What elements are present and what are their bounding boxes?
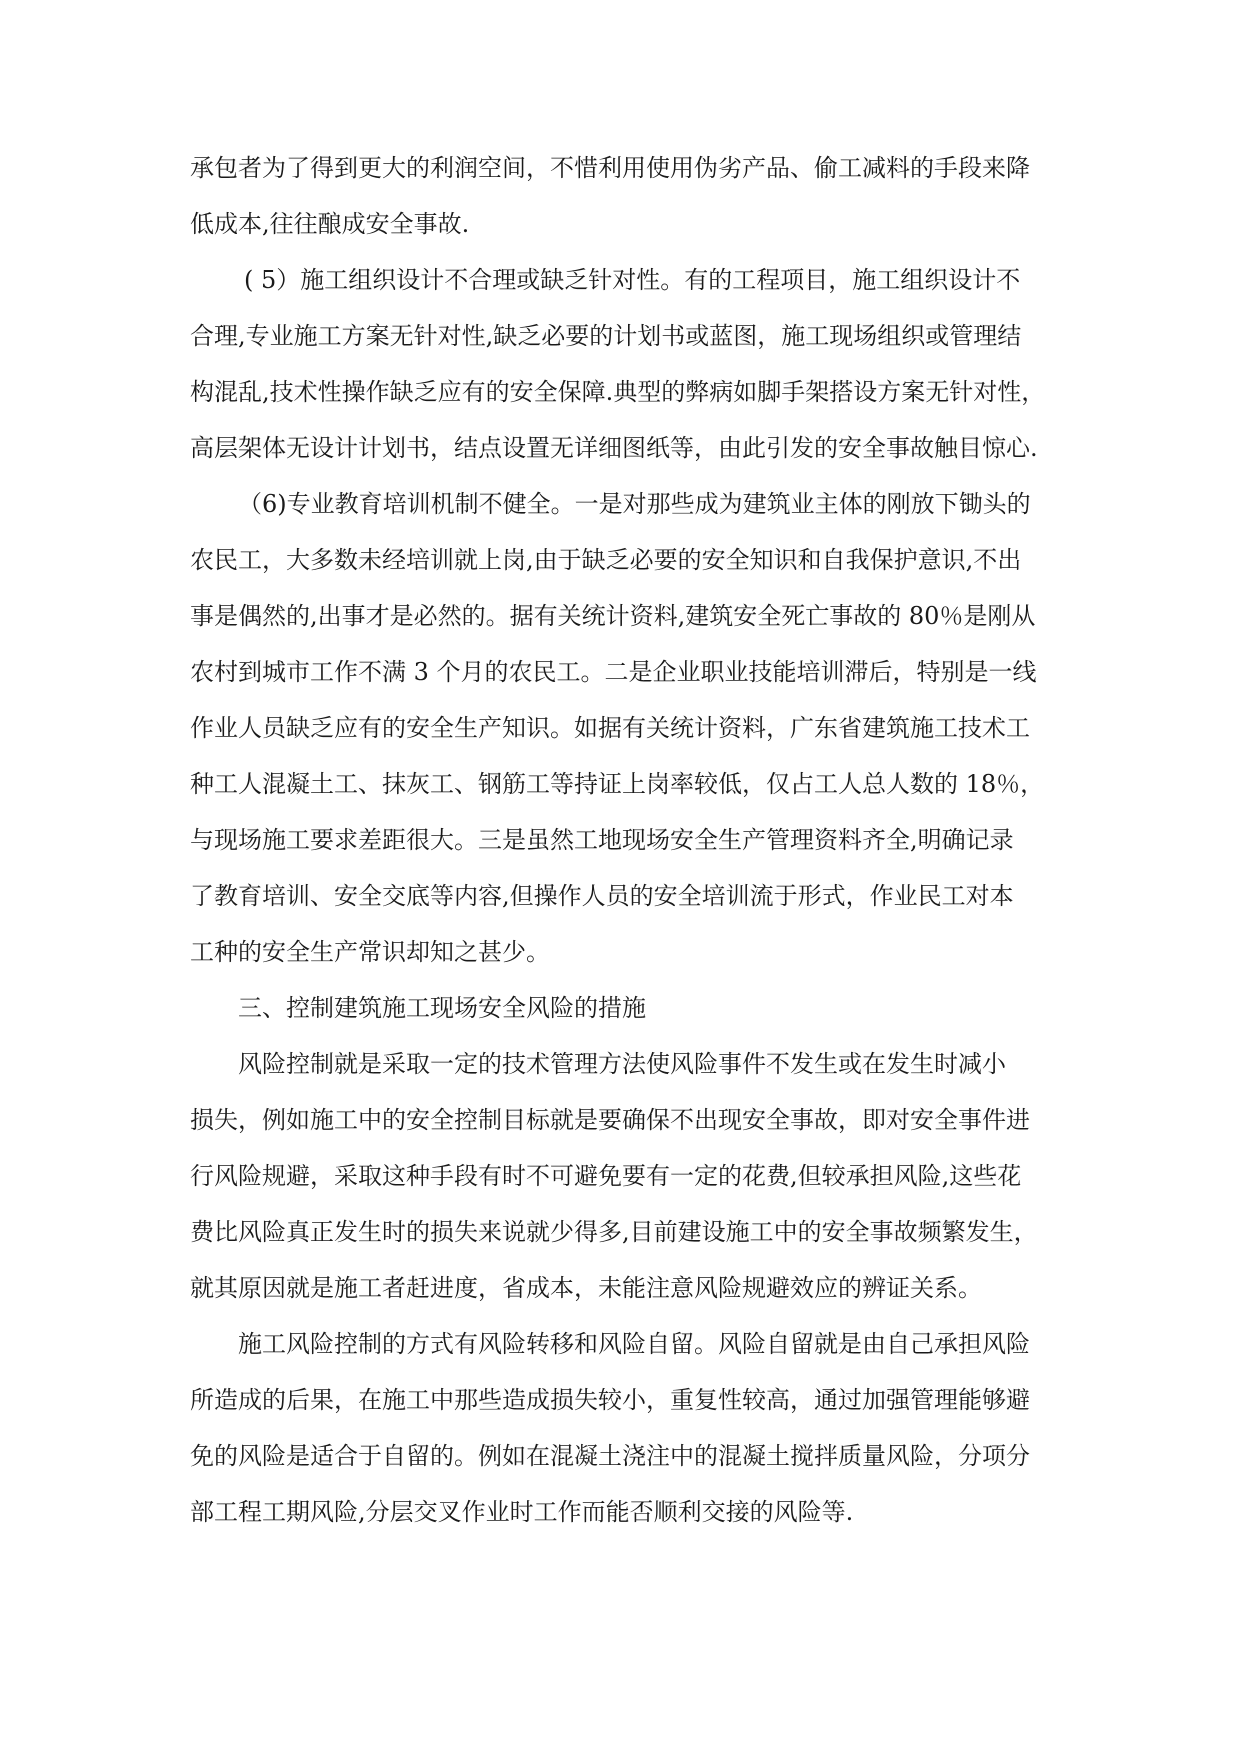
- text-line: 行风险规避，采取这种手段有时不可避免要有一定的花费,但较承担风险,这些花: [190, 1162, 1022, 1190]
- text-line: 作业人员缺乏应有的安全生产知识。如据有关统计资料，广东省建筑施工技术工: [190, 714, 1030, 742]
- text-line: （6)专业教育培训机制不健全。一是对那些成为建筑业主体的刚放下锄头的: [238, 490, 1031, 518]
- text-line: 农民工，大多数未经培训就上岗,由于缺乏必要的安全知识和自我保护意识,不出: [190, 546, 1022, 574]
- text-line: 免的风险是适合于自留的。例如在混凝土浇注中的混凝土搅拌质量风险，分项分: [190, 1442, 1030, 1470]
- document-page: [190, 140, 1060, 1540]
- paragraph: [190, 140, 1060, 252]
- section-heading: [190, 980, 1060, 1036]
- text-line: 部工程工期风险,分层交叉作业时工作而能否顺利交接的风险等.: [190, 1498, 854, 1526]
- text-line: 与现场施工要求差距很大。三是虽然工地现场安全生产管理资料齐全,明确记录: [190, 826, 1014, 854]
- text-line: 承包者为了得到更大的利润空间，不惜利用使用伪劣产品、偷工减料的手段来降: [190, 154, 1030, 182]
- paragraph: [190, 1316, 1060, 1540]
- text-line: 事是偶然的,出事才是必然的。据有关统计资料,建筑安全死亡事故的 80％是刚从: [190, 602, 1036, 630]
- text-line: 费比风险真正发生时的损失来说就少得多,目前建设施工中的安全事故频繁发生，: [190, 1218, 1038, 1246]
- text-line: 高层架体无设计计划书，结点设置无详细图纸等，由此引发的安全事故触目惊心.: [190, 434, 1038, 462]
- text-line: 就其原因就是施工者赶进度，省成本，未能注意风险规避效应的辨证关系。: [190, 1274, 982, 1302]
- text-line: 构混乱,技术性操作缺乏应有的安全保障.典型的弊病如脚手架搭设方案无针对性，: [190, 378, 1046, 406]
- text-line: ( 5）施工组织设计不合理或缺乏针对性。有的工程项目，施工组织设计不: [244, 266, 1021, 294]
- text-line: 风险控制就是采取一定的技术管理方法使风险事件不发生或在发生时减小: [238, 1050, 1006, 1078]
- text-line: 农村到城市工作不满 3 个月的农民工。二是企业职业技能培训滞后，特别是一线: [190, 658, 1037, 686]
- text-line: 损失，例如施工中的安全控制目标就是要确保不出现安全事故，即对安全事件进: [190, 1106, 1030, 1134]
- text-line: 种工人混凝土工、抹灰工、钢筋工等持证上岗率较低，仅占工人总人数的 18％，: [190, 770, 1045, 798]
- text-line: 工种的安全生产常识却知之甚少。: [190, 938, 550, 966]
- text-line: 所造成的后果，在施工中那些造成损失较小，重复性较高，通过加强管理能够避: [190, 1386, 1030, 1414]
- text-line: 了教育培训、安全交底等内容,但操作人员的安全培训流于形式，作业民工对本: [190, 882, 1014, 910]
- paragraph: [190, 252, 1060, 476]
- text-line: 三、控制建筑施工现场安全风险的措施: [238, 994, 646, 1022]
- text-line: 低成本,往往酿成安全事故.: [190, 210, 470, 238]
- text-line: 合理,专业施工方案无针对性,缺乏必要的计划书或蓝图，施工现场组织或管理结: [190, 322, 1022, 350]
- paragraph: [190, 1036, 1060, 1316]
- text-line: 施工风险控制的方式有风险转移和风险自留。风险自留就是由自己承担风险: [238, 1330, 1030, 1358]
- paragraph: [190, 476, 1060, 980]
